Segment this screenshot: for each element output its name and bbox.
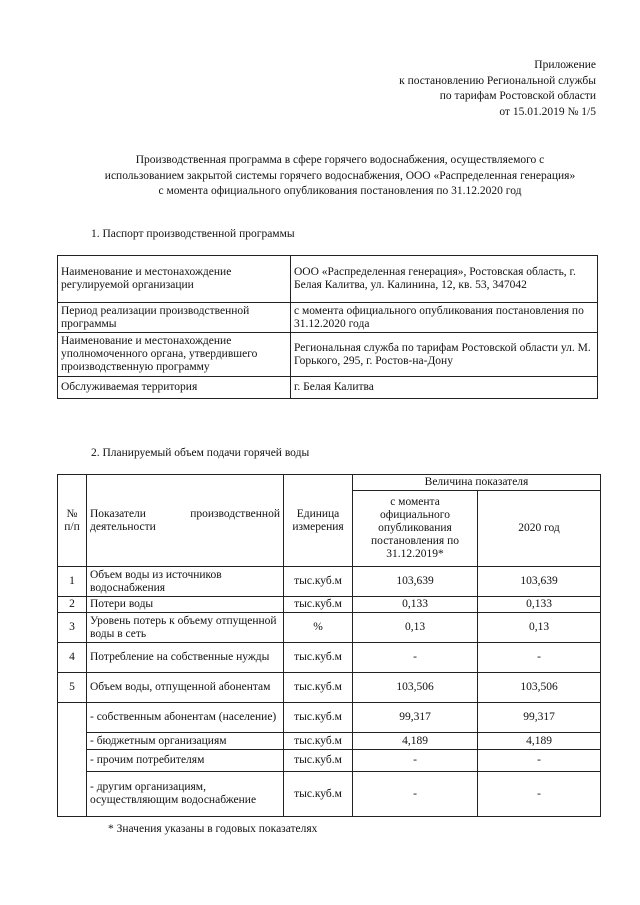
- passport-row: [58, 377, 598, 399]
- cell-indicator: Объем воды из источников водоснабжения: [87, 567, 284, 597]
- cell-indicator: Объем воды, отпущенной абонентам: [87, 673, 284, 703]
- table-row: [58, 733, 601, 750]
- passport-table: [57, 255, 598, 399]
- passport-value: ООО «Распределенная генерация», Ростовская область, г. Белая Калитва, ул. Калинина, 12, кв. 53, 347042: [291, 256, 598, 303]
- passport-label: Период реализации производственной программы: [58, 303, 291, 333]
- cell-value: 0,13: [353, 613, 478, 643]
- passport-label: Наименование и местонахождение уполномоченного органа, утвердившего производственную программу: [58, 333, 291, 377]
- cell-value: -: [478, 772, 601, 817]
- cell-value: -: [353, 643, 478, 673]
- cell-unit: тыс.куб.м: [284, 750, 353, 772]
- cell-value: -: [478, 643, 601, 673]
- table-row: [58, 613, 601, 643]
- passport-row: [58, 303, 598, 333]
- cell-value: 4,189: [478, 733, 601, 750]
- table-row: [58, 597, 601, 613]
- table-row: [58, 567, 601, 597]
- header-col2: 2020 год: [478, 491, 601, 567]
- appendix-line: по тарифам Ростовской области: [439, 90, 596, 102]
- header-num: № п/п: [58, 475, 87, 567]
- cell-indicator: - другим организациям, осуществляющим водоснабжение: [87, 772, 284, 817]
- cell-value: 103,639: [353, 567, 478, 597]
- cell-num: 4: [58, 643, 87, 673]
- cell-unit: тыс.куб.м: [284, 643, 353, 673]
- passport-value: Региональная служба по тарифам Ростовской области ул. М. Горького, 295, г. Ростов-на-Дону: [291, 333, 598, 377]
- passport-value: г. Белая Калитва: [291, 377, 598, 399]
- cell-indicator: Потребление на собственные нужды: [87, 643, 284, 673]
- cell-indicator: - прочим потребителям: [87, 750, 284, 772]
- passport-row: [58, 333, 598, 377]
- table-row: [58, 703, 601, 733]
- header-indicator: Показатели производственной деятельности: [87, 475, 284, 567]
- cell-unit: тыс.куб.м: [284, 772, 353, 817]
- cell-unit: тыс.куб.м: [284, 673, 353, 703]
- cell-unit: тыс.куб.м: [284, 597, 353, 613]
- cell-value: -: [353, 750, 478, 772]
- title-line: с момента официального опубликования постановления по 31.12.2020 год: [158, 185, 522, 197]
- cell-num: 3: [58, 613, 87, 643]
- cell-value: 0,133: [353, 597, 478, 613]
- section1-heading: 1. Паспорт производственной программы: [91, 228, 295, 240]
- cell-num: 1: [58, 567, 87, 597]
- appendix-line: Приложение: [534, 59, 596, 71]
- table-row: [58, 673, 601, 703]
- header-col1: с момента официального опубликования постановления по 31.12.2019*: [353, 491, 478, 567]
- cell-value: 0,13: [478, 613, 601, 643]
- cell-unit: тыс.куб.м: [284, 567, 353, 597]
- header-value-group: Величина показателя: [353, 475, 601, 491]
- cell-num: 2: [58, 597, 87, 613]
- cell-num: [58, 703, 87, 817]
- cell-indicator: - бюджетным организациям: [87, 733, 284, 750]
- table-row: [58, 772, 601, 817]
- footnote: * Значения указаны в годовых показателях: [108, 823, 318, 835]
- cell-num: 5: [58, 673, 87, 703]
- cell-value: 103,639: [478, 567, 601, 597]
- cell-value: 4,189: [353, 733, 478, 750]
- appendix-line: к постановлению Региональной службы: [399, 74, 596, 87]
- cell-unit: тыс.куб.м: [284, 733, 353, 750]
- document-title: [60, 153, 620, 200]
- cell-value: 103,506: [353, 673, 478, 703]
- title-line: Производственная программа в сфере горячего водоснабжения, осуществляемого с: [135, 154, 545, 166]
- header-row: [58, 475, 601, 491]
- appendix-line: от 15.01.2019 № 1/5: [499, 105, 596, 118]
- section2-heading: 2. Планируемый объем подачи горячей воды: [91, 447, 310, 459]
- cell-value: -: [478, 750, 601, 772]
- cell-value: 99,317: [478, 703, 601, 733]
- cell-value: 103,506: [478, 673, 601, 703]
- passport-label: Наименование и местонахождение регулируемой организации: [58, 256, 291, 303]
- cell-indicator: Потери воды: [87, 597, 284, 613]
- table-row: [58, 750, 601, 772]
- table-row: [58, 643, 601, 673]
- appendix-block: [399, 58, 596, 120]
- title-line: использованием закрытой системы горячего водоснабжения, ООО «Распределенная генерация»: [104, 169, 576, 182]
- cell-indicator: Уровень потерь к объему отпущенной воды в сеть: [87, 613, 284, 643]
- cell-unit: %: [284, 613, 353, 643]
- cell-unit: тыс.куб.м: [284, 703, 353, 733]
- cell-value: 0,133: [478, 597, 601, 613]
- passport-row: [58, 256, 598, 303]
- cell-value: 99,317: [353, 703, 478, 733]
- header-unit: Единица измерения: [284, 475, 353, 567]
- volume-table: [57, 474, 601, 817]
- cell-value: -: [353, 772, 478, 817]
- passport-label: Обслуживаемая территория: [58, 377, 291, 399]
- passport-value: с момента официального опубликования постановления по 31.12.2020 года: [291, 303, 598, 333]
- cell-indicator: - собственным абонентам (население): [87, 703, 284, 733]
